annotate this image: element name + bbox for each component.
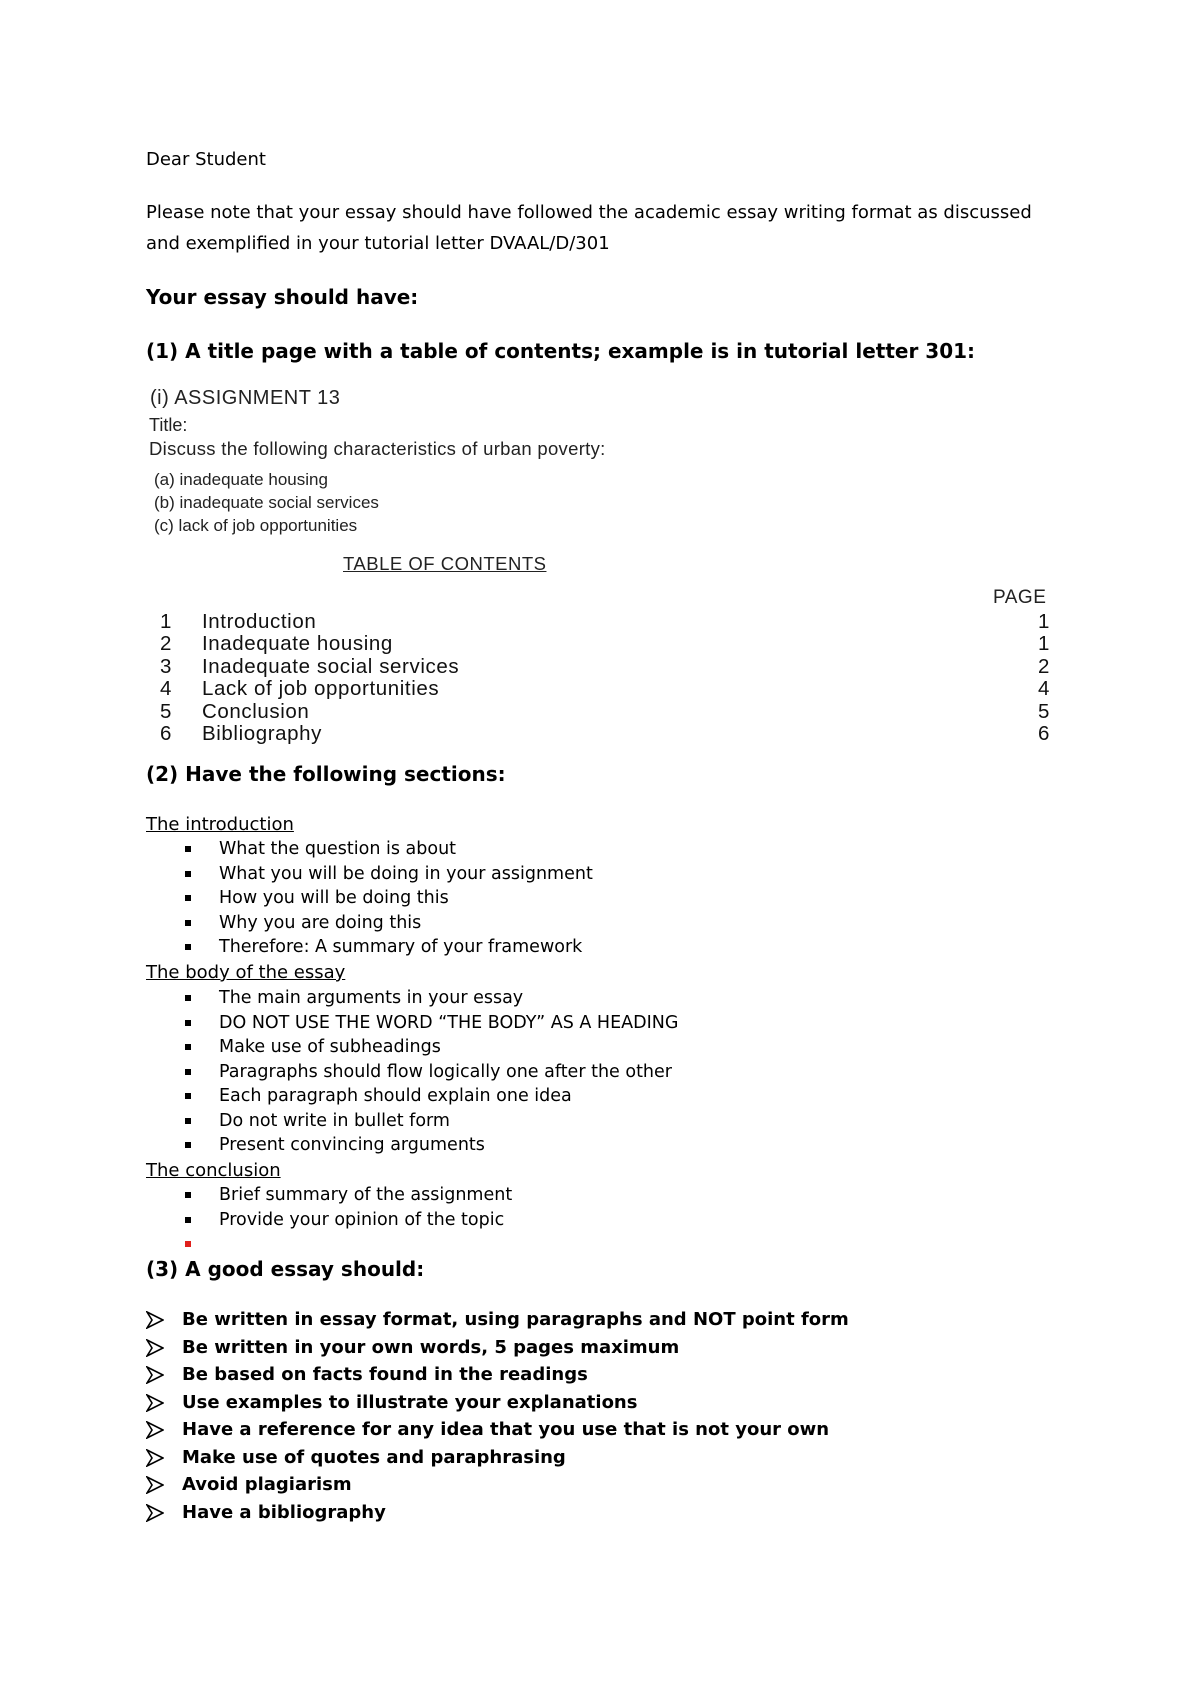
toc-row-number: 3 [160, 655, 173, 678]
assignment-item-a: (a) inadequate housing [154, 470, 328, 489]
toc-row-page: 4 [1037, 677, 1050, 700]
toc-row-page: 2 [1037, 655, 1050, 678]
square-bullet-icon [185, 846, 191, 852]
assignment-label: (i) ASSIGNMENT 13 [150, 387, 341, 409]
square-bullet-icon [185, 944, 191, 950]
list-item: Make use of quotes and paraphrasing [146, 1444, 849, 1472]
square-bullet-icon [185, 1118, 191, 1124]
section-conclusion-title: The conclusion [146, 1160, 281, 1181]
assignment-question: Discuss the following characteristics of urban poverty: [149, 438, 606, 459]
assignment-item-b: (b) inadequate social services [154, 493, 379, 512]
square-bullet-icon [185, 1241, 191, 1247]
square-bullet-icon [185, 1020, 191, 1026]
list-item: How you will be doing this [185, 886, 593, 911]
toc-row-number: 6 [160, 722, 173, 745]
toc-row-number: 2 [160, 632, 173, 655]
square-bullet-icon [185, 871, 191, 877]
heading-sections: (2) Have the following sections: [146, 762, 506, 786]
arrowhead-bullet-icon [146, 1449, 164, 1467]
list-item: Have a reference for any idea that you use that is not your own [146, 1416, 849, 1444]
list-item: Paragraphs should flow logically one after the other [185, 1060, 678, 1085]
list-item: Make use of subheadings [185, 1035, 678, 1060]
arrowhead-bullet-icon [146, 1366, 164, 1384]
toc-row [160, 678, 1050, 700]
list-item: DO NOT USE THE WORD “THE BODY” AS A HEADING [185, 1011, 678, 1036]
section-introduction-title: The introduction [146, 814, 294, 835]
square-bullet-icon [185, 920, 191, 926]
list-item: Avoid plagiarism [146, 1471, 849, 1499]
list-item: Brief summary of the assignment [185, 1183, 512, 1208]
good-essay-list [146, 1306, 849, 1526]
square-bullet-icon [185, 1217, 191, 1223]
list-item: Present convincing arguments [185, 1133, 678, 1158]
list-item [185, 1232, 512, 1257]
list-item: The main arguments in your essay [185, 986, 678, 1011]
toc-row-label: Conclusion [202, 700, 310, 723]
list-item: Be based on facts found in the readings [146, 1361, 849, 1389]
toc-row-page: 6 [1037, 722, 1050, 745]
list-item: Use examples to illustrate your explanations [146, 1389, 849, 1417]
conclusion-bullet-list [185, 1183, 512, 1257]
toc-title: TABLE OF CONTENTS [343, 553, 547, 574]
heading-title-page: (1) A title page with a table of contents; example is in tutorial letter 301: [146, 339, 976, 363]
list-item: Be written in essay format, using paragraphs and NOT point form [146, 1306, 849, 1334]
heading-should-have: Your essay should have: [146, 285, 419, 309]
section-body-title: The body of the essay [146, 962, 346, 983]
list-item: Why you are doing this [185, 911, 593, 936]
square-bullet-icon [185, 995, 191, 1001]
toc-row [160, 633, 1050, 655]
list-item: What the question is about [185, 837, 593, 862]
list-item: Have a bibliography [146, 1499, 849, 1527]
toc-row-page: 1 [1037, 632, 1050, 655]
square-bullet-icon [185, 1044, 191, 1050]
arrowhead-bullet-icon [146, 1476, 164, 1494]
toc-row-page: 1 [1037, 610, 1050, 633]
arrowhead-bullet-icon [146, 1311, 164, 1329]
toc-row [160, 611, 1050, 633]
toc-page-header: PAGE [993, 587, 1047, 608]
arrowhead-bullet-icon [146, 1339, 164, 1357]
list-item: Each paragraph should explain one idea [185, 1084, 678, 1109]
square-bullet-icon [185, 1142, 191, 1148]
toc-row-page: 5 [1037, 700, 1050, 723]
toc-row-label: Inadequate social services [202, 655, 460, 678]
assignment-title-label: Title: [149, 415, 188, 435]
arrowhead-bullet-icon [146, 1394, 164, 1412]
list-item: Be written in your own words, 5 pages maximum [146, 1334, 849, 1362]
list-item: Therefore: A summary of your framework [185, 935, 593, 960]
list-item: Do not write in bullet form [185, 1109, 678, 1134]
toc-row-number: 5 [160, 700, 173, 723]
square-bullet-icon [185, 895, 191, 901]
square-bullet-icon [185, 1192, 191, 1198]
square-bullet-icon [185, 1069, 191, 1075]
toc-row [160, 701, 1050, 723]
toc-row-number: 1 [160, 610, 173, 633]
list-item: What you will be doing in your assignment [185, 862, 593, 887]
body-bullet-list [185, 986, 678, 1158]
toc-row [160, 656, 1050, 678]
intro-line-2: and exemplified in your tutorial letter DVAAL/D/301 [146, 233, 610, 254]
arrowhead-bullet-icon [146, 1504, 164, 1522]
introduction-bullet-list [185, 837, 593, 960]
toc-row-number: 4 [160, 677, 173, 700]
greeting: Dear Student [146, 149, 266, 170]
assignment-item-c: (c) lack of job opportunities [154, 516, 358, 535]
list-item: Provide your opinion of the topic [185, 1208, 512, 1233]
intro-line-1: Please note that your essay should have followed the academic essay writing format as discussed [146, 202, 1032, 223]
toc-row [160, 723, 1050, 745]
arrowhead-bullet-icon [146, 1421, 164, 1439]
toc-row-label: Bibliography [202, 722, 323, 745]
square-bullet-icon [185, 1093, 191, 1099]
heading-good-essay: (3) A good essay should: [146, 1257, 425, 1281]
toc-row-label: Lack of job opportunities [202, 677, 440, 700]
toc-row-label: Introduction [202, 610, 317, 633]
toc-row-label: Inadequate housing [202, 632, 393, 655]
